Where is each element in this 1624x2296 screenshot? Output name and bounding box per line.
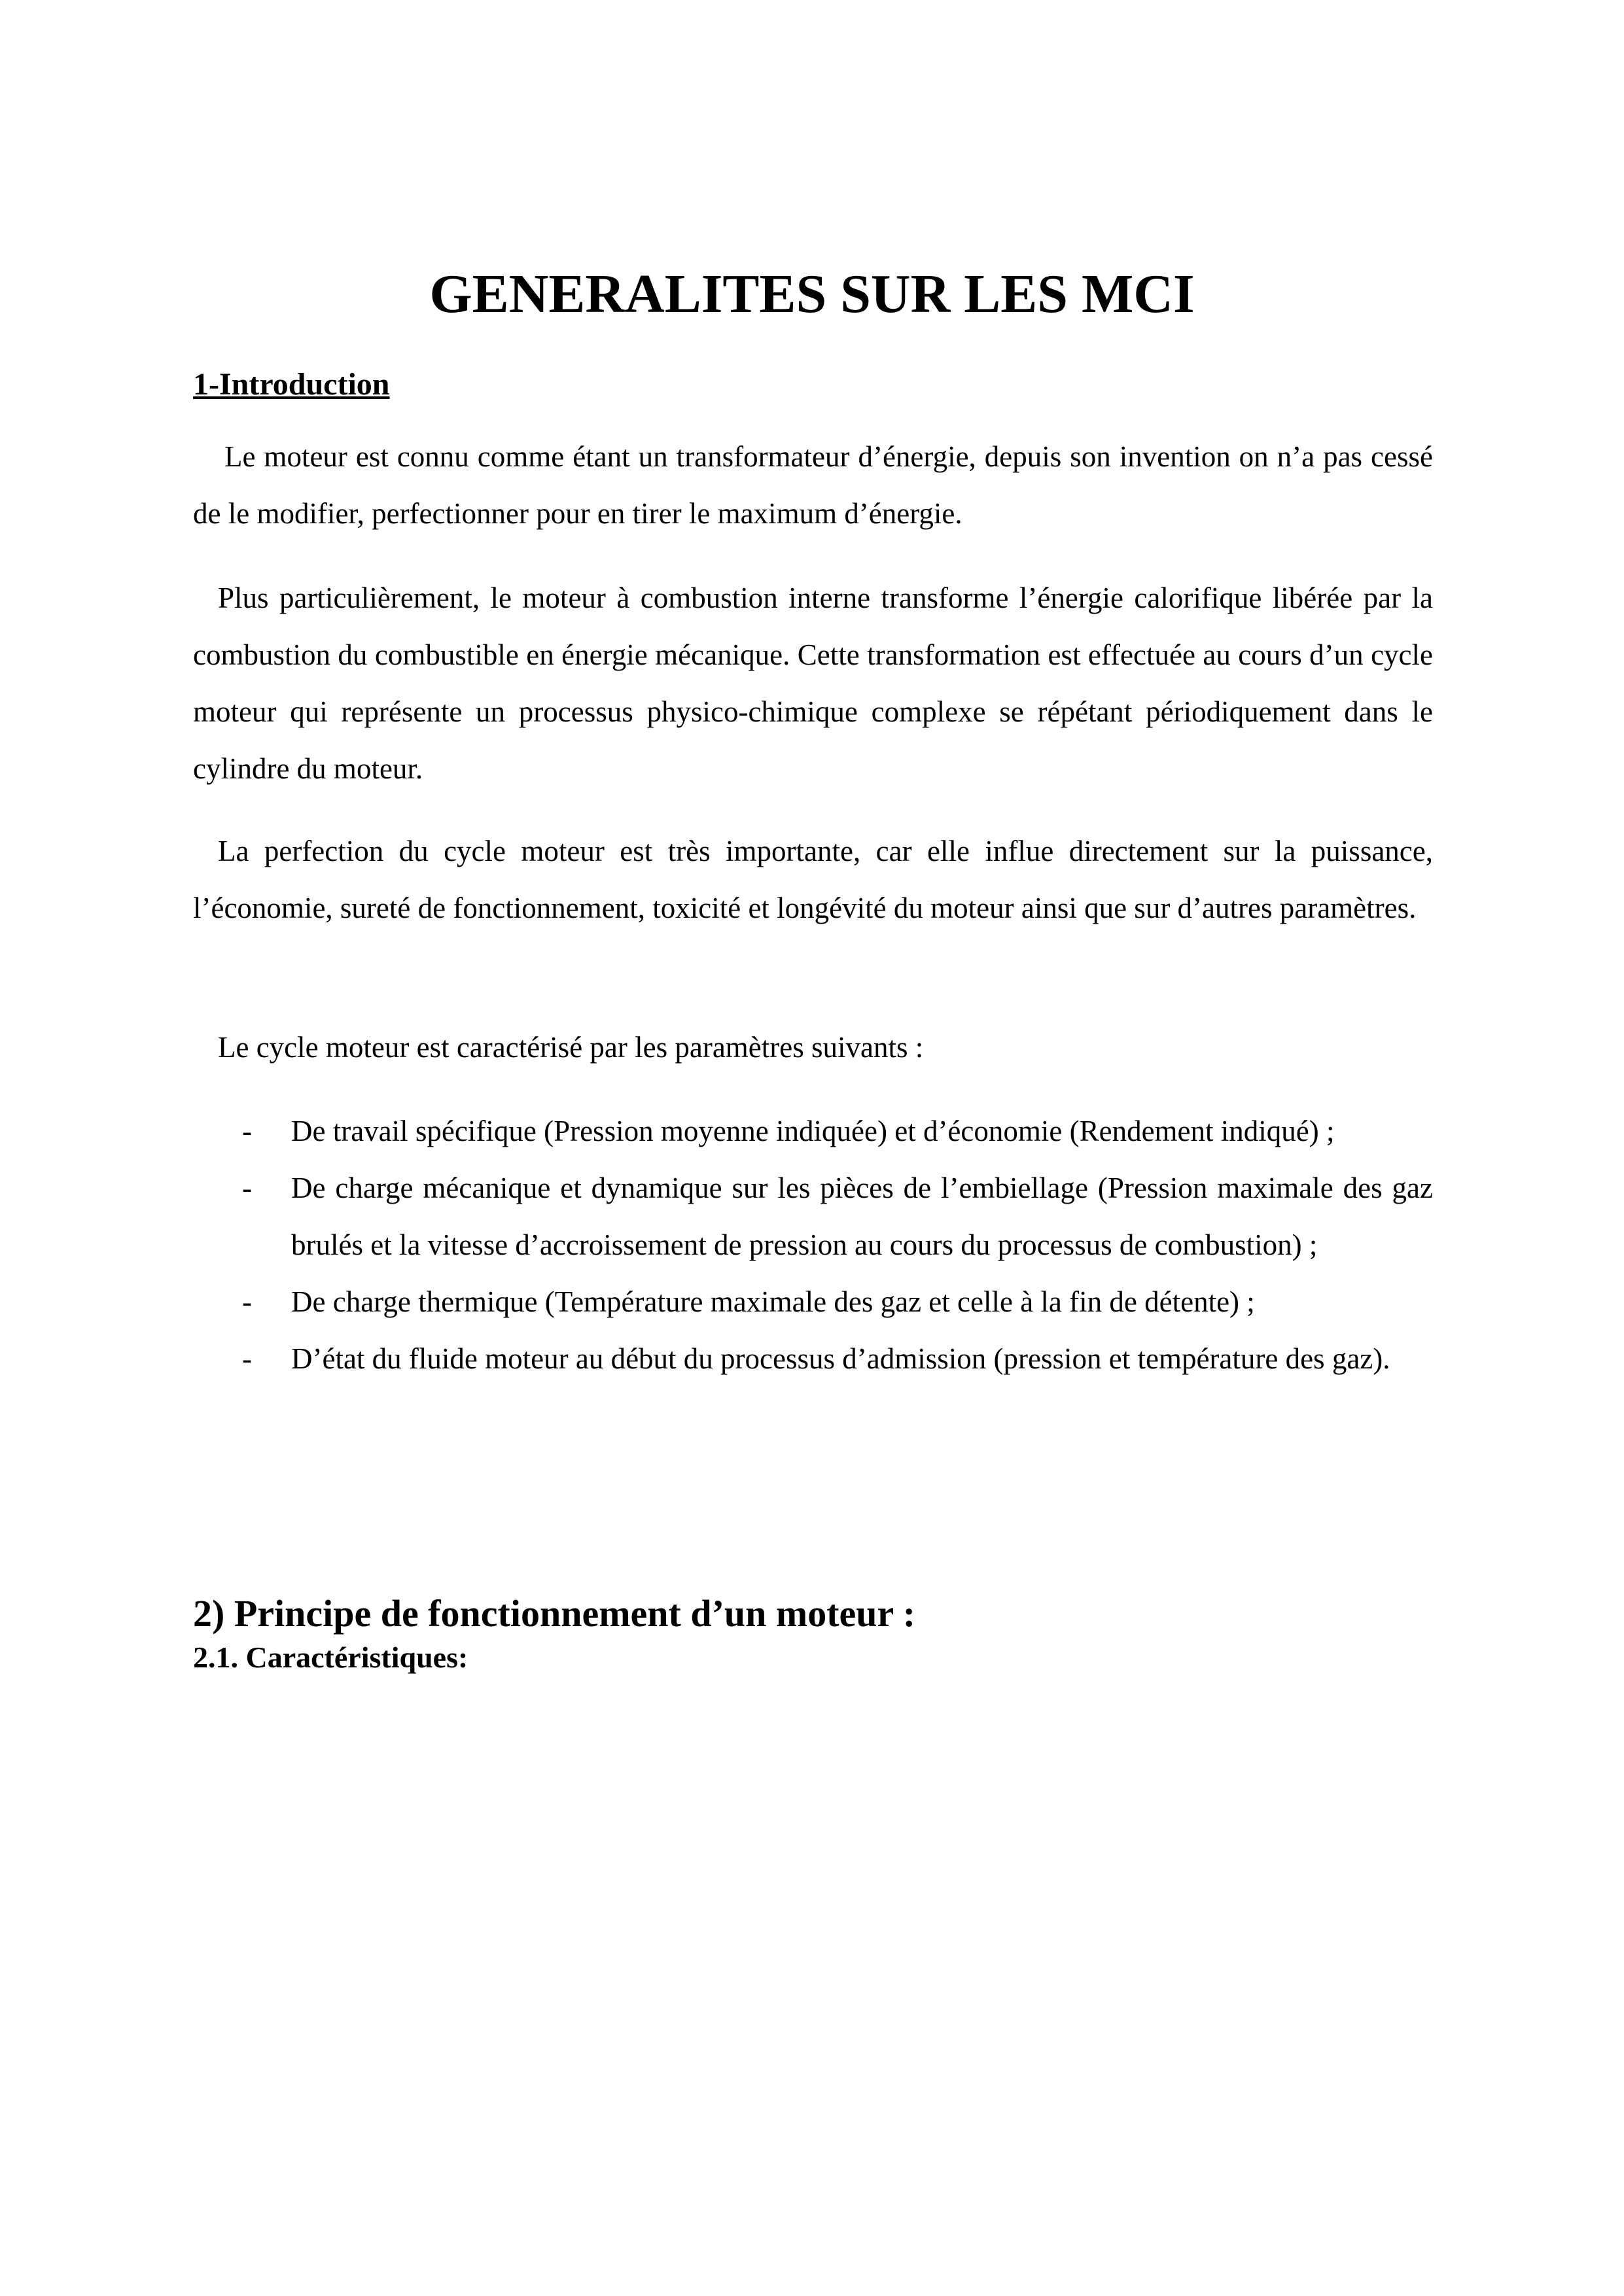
list-dash: - [242, 1342, 252, 1375]
paragraph-1: Le moteur est connu comme étant un transformateur d’énergie, depuis son invention on n’a pas cessé de le modifier, perfectionner pour en tirer le maximum d’énergie. [193, 440, 1433, 530]
list-dash: - [242, 1285, 252, 1318]
list-item [193, 1103, 1433, 1160]
list-item [193, 1331, 1433, 1387]
list-item-text: D’état du fluide moteur au début du processus d’admission (pression et température des gaz). [291, 1342, 1390, 1375]
list-item-text: De charge mécanique et dynamique sur les pièces de l’embiellage (Pression maximale des gaz brulés et la vitesse d’accroissement de pression au cours du processus de combustion) ; [291, 1172, 1433, 1261]
list-dash: - [242, 1115, 252, 1147]
section-heading-principe: 2) Principe de fonctionnement d’un moteur : [193, 1592, 916, 1635]
list-dash: - [242, 1172, 252, 1204]
list-item-text: De travail spécifique (Pression moyenne indiquée) et d’économie (Rendement indiqué) ; [291, 1115, 1335, 1147]
list-item [193, 1160, 1433, 1274]
subsection-heading-caracteristiques: 2.1. Caractéristiques: [193, 1641, 468, 1674]
document-title: GENERALITES SUR LES MCI [429, 264, 1195, 324]
section-heading-introduction: 1-Introduction [193, 367, 390, 402]
paragraph-4: Le cycle moteur est caractérisé par les paramètres suivants : [218, 1031, 924, 1064]
paragraph-3: La perfection du cycle moteur est très importante, car elle influe directement sur la puissance, l’économie, sureté de fonctionnement, toxicité et longévité du moteur ainsi que sur d’autres paramètres. [193, 835, 1433, 924]
list-item [193, 1274, 1433, 1331]
list-item-text: De charge thermique (Température maximale des gaz et celle à la fin de détente) ; [291, 1285, 1255, 1318]
paragraph-2: Plus particulièrement, le moteur à combustion interne transforme l’énergie calorifique libérée par la combustion du combustible en énergie mécanique. Cette transformation est effectuée au cours d’un cycle moteur qui représente un processus physico-chimique complexe se répétant périodiquement dans le cylindre du moteur. [193, 582, 1433, 785]
parameters-list [193, 1103, 1433, 1387]
